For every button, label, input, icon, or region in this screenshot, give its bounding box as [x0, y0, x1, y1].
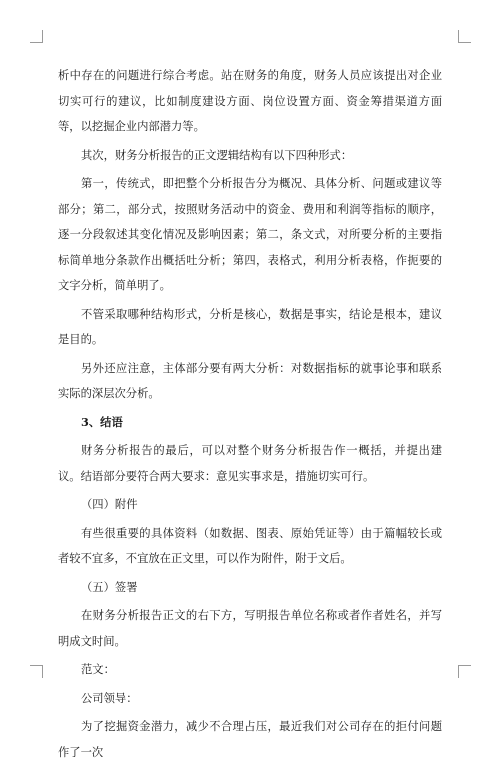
label-sample: 范文： [81, 663, 115, 676]
paragraph-two-analyses: 另外还应注意，主体部分要有两大分析：对数据指标的就事论事和联系实际的深层次分析。 [58, 361, 442, 400]
crop-mark-bottom-left [30, 665, 43, 678]
paragraph-continuation: 析中存在的问题进行综合考虑。站在财务的角度，财务人员应该提出对企业切实可行的建议，比如制度建设方面、岗位设置方面、资金筹措渠道方面等，以挖掘企业内部潜力等。 [58, 69, 442, 133]
paragraph-signature: 在财务分析报告正文的右下方，写明报告单位名称或者作者姓名，并写明成文时间。 [58, 609, 442, 648]
crop-mark-top-right [458, 30, 471, 43]
paragraph-sample-start: 为了挖掘资金潜力，减少不合理占压，最近我们对公司存在的拒付问题作了一次 [58, 720, 442, 759]
salutation: 公司领导： [81, 691, 138, 705]
paragraph-four-forms: 第一，传统式，即把整个分析报告分为概况、具体分析、问题或建议等部分；第二，部分式，按照财务活动中的资金、费用和利润等指标的顺序，逐一分段叙述其变化情况及影响因素；第二，条文式，对所要分析的主要指标简单地分条款作出概括吐分析；第四，表格式，利用分析表格，作扼要的文字分析，简单明了。 [58, 177, 442, 292]
section-number: 3 [81, 414, 89, 429]
paragraph-structure-intro: 其次，财务分析报告的正文逻辑结构有以下四种形式： [81, 148, 353, 162]
document-body [58, 63, 442, 765]
paragraph-core-principle: 不管采取哪种结构形式，分析是核心，数据是事实，结论是根本，建议是目的。 [58, 307, 442, 346]
heading-attachment: （四）附件 [81, 498, 138, 511]
crop-mark-bottom-right [458, 665, 471, 678]
paragraph-conclusion: 财务分析报告的最后，可以对整个财务分析报告作一概括，并提出建议。结语部分要符合两大要求：意见实事求是，措施切实可行。 [58, 444, 442, 483]
crop-mark-top-left [30, 30, 43, 43]
section-title: 、结语 [88, 415, 123, 429]
heading-signature: （五）签署 [81, 580, 138, 594]
paragraph-attachment: 有些很重要的具体资料（如数据、图表、原始凭证等）由于篇幅较长或者较不宜多，不宜放在正文里，可以作为附件，附于文后。 [58, 526, 442, 565]
section-heading-conclusion [58, 410, 442, 436]
